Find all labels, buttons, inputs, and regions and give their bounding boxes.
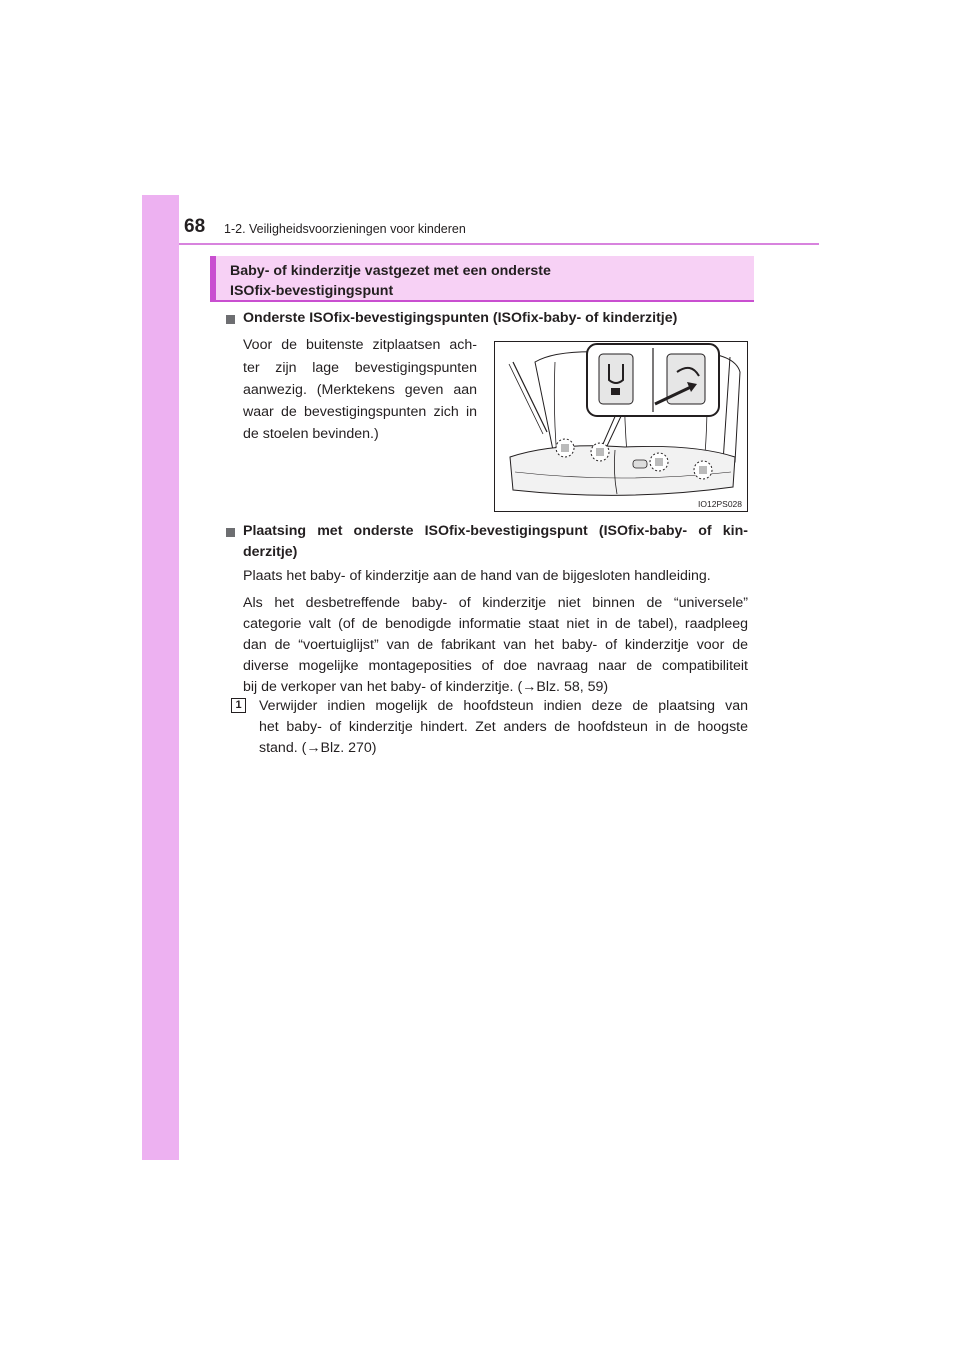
body-line: dan de “voertuiglijst” van de fabrikant van het baby- of kinderzitje voor de xyxy=(243,637,748,653)
body-line: Voor de buitenste zitplaatsen ach- xyxy=(243,337,477,353)
body-paragraph: Plaats het baby- of kinderzitje aan de hand van de bijgesloten handleiding. xyxy=(243,568,711,584)
body-line: Als het desbetreffende baby- of kinderzitje niet binnen de “universele” xyxy=(243,595,748,611)
subsection-heading: Plaatsing met onderste ISOfix-bevestigingspunt (ISOfix-baby- of kin- xyxy=(243,523,748,539)
chapter-title: 1-2. Veiligheidsvoorzieningen voor kinderen xyxy=(224,222,466,236)
body-line: diverse mogelijke montageposities of doe navraag naar de compatibiliteit xyxy=(243,658,748,674)
body-line: de stoelen bevinden.) xyxy=(243,426,379,442)
section-heading-box xyxy=(210,256,754,302)
chapter-tab-sidebar xyxy=(142,195,179,1160)
figure-code: IO12PS028 xyxy=(698,499,742,509)
header-rule xyxy=(179,243,819,245)
section-title-line: Baby- of kinderzitje vastgezet met een onderste xyxy=(230,263,551,279)
body-line: het baby- of kinderzitje hindert. Zet anders de hoofdsteun in de hoogste xyxy=(259,719,748,735)
body-line: Verwijder indien mogelijk de hoofdsteun indien deze de plaatsing van xyxy=(259,698,748,714)
section-title xyxy=(230,261,730,301)
body-line: stand. (→Blz. 270) xyxy=(259,740,377,756)
subsection-heading: derzitje) xyxy=(243,544,298,560)
step-number-box: 1 xyxy=(231,698,246,713)
subsection-heading: Onderste ISOfix-bevestigingspunten (ISOfix-baby- of kinderzitje) xyxy=(243,310,678,326)
body-line: ter zijn lage bevestigingspunten xyxy=(243,360,477,376)
rear-seat-isofix-illustration xyxy=(494,341,748,512)
body-line: aanwezig. (Merktekens geven aan xyxy=(243,382,477,398)
section-title-line: ISOfix-bevestigingspunt xyxy=(230,283,394,299)
page-number: 68 xyxy=(184,216,206,237)
body-line: categorie valt (of de benodigde informatie staat niet in de tabel), raadpleeg xyxy=(243,616,748,632)
body-line: waar de bevestigingspunten zich in xyxy=(243,404,477,420)
body-line: bij de verkoper van het baby- of kinderzitje. (→Blz. 58, 59) xyxy=(243,679,609,695)
bullet-square-icon xyxy=(226,315,235,324)
rear-seat-drawing xyxy=(495,342,748,512)
bullet-square-icon xyxy=(226,528,235,537)
